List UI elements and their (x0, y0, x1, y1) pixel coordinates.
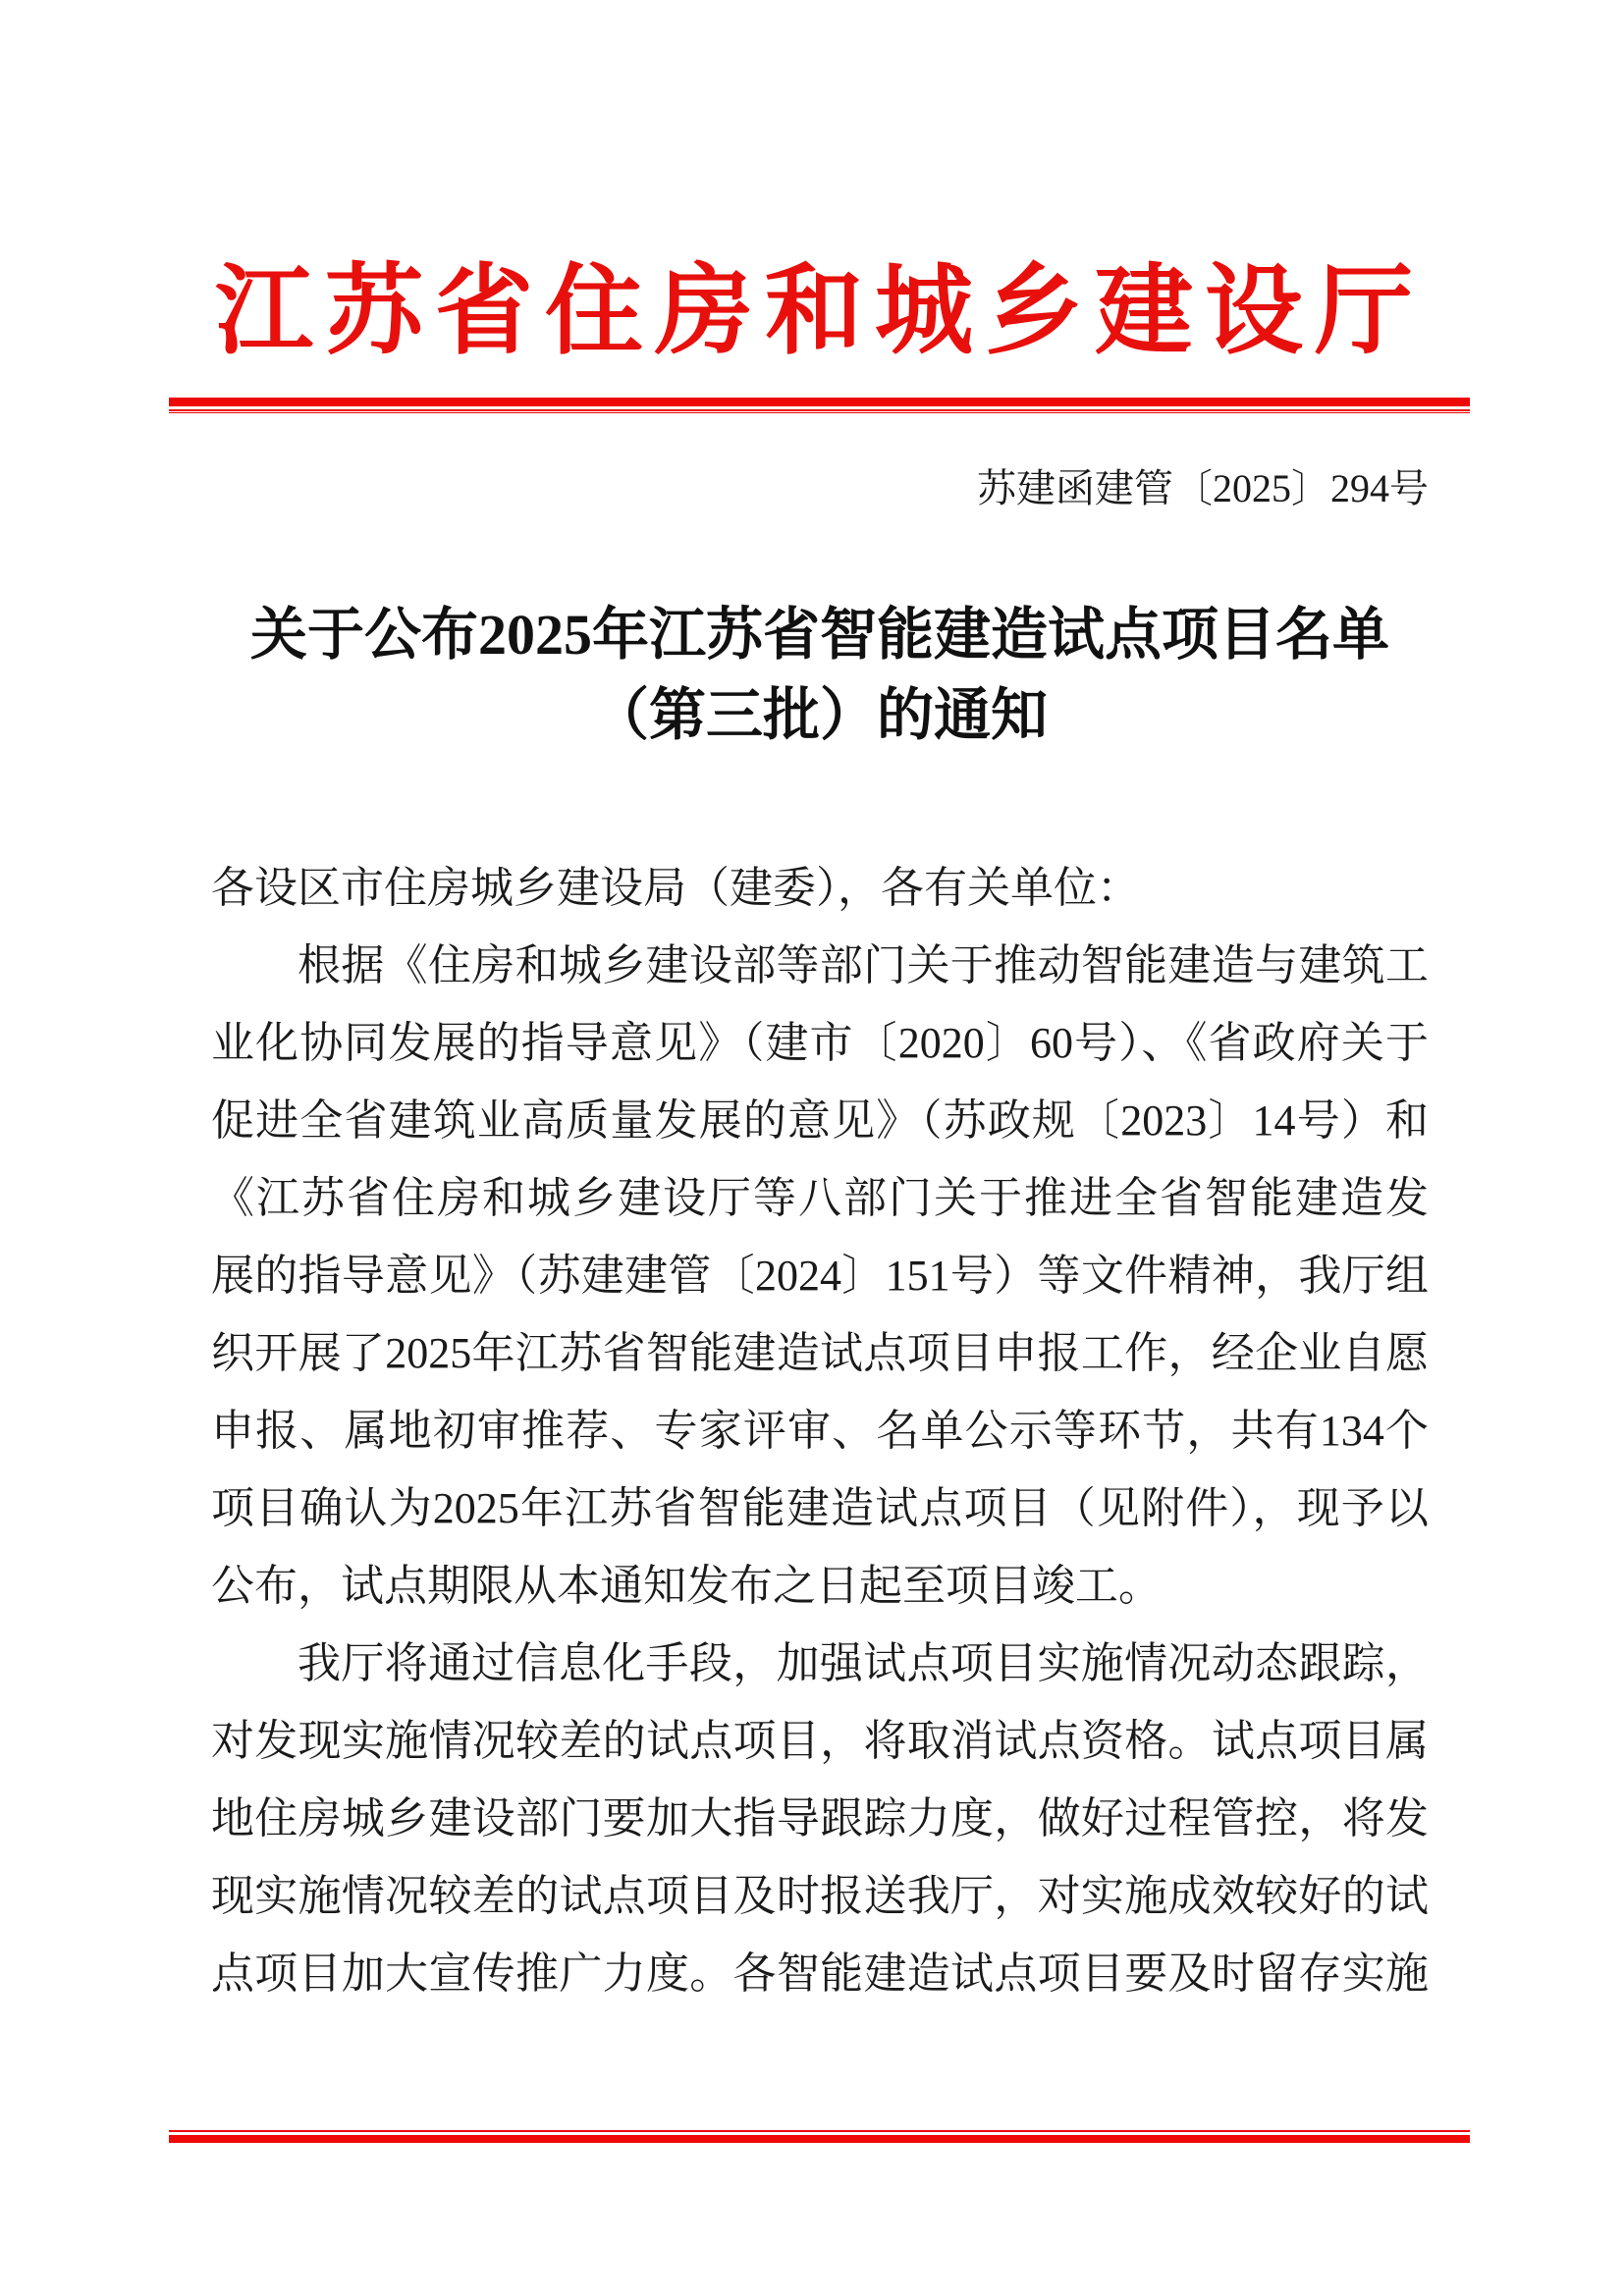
separator-thin-line (169, 412, 1470, 413)
document-body (211, 849, 1429, 2012)
body-line: 对发现实施情况较差的试点项目，将取消试点资格。试点项目属 (211, 1717, 1429, 1765)
body-line: 申报、属地初审推荐、专家评审、名单公示等环节，共有134个 (211, 1407, 1429, 1455)
salutation-line: 各设区市住房城乡建设局（建委），各有关单位： (211, 864, 1140, 912)
body-line: 地住房城乡建设部门要加大指导跟踪力度，做好过程管控，将发 (211, 1794, 1429, 1842)
agency-name: 江苏省住房和城乡建设厅 (215, 257, 1425, 366)
body-line: 织开展了2025年江苏省智能建造试点项目申报工作，经企业自愿 (211, 1329, 1429, 1377)
notice-title (211, 595, 1429, 756)
body-line: 我厅将通过信息化手段，加强试点项目实施情况动态跟踪， (298, 1639, 1429, 1687)
body-line: 公布，试点期限从本通知发布之日起至项目竣工。 (211, 1562, 1162, 1610)
body-line: 项目确认为2025年江苏省智能建造试点项目（见附件），现予以 (211, 1484, 1429, 1532)
separator-thick-line (169, 398, 1470, 406)
body-line: 展的指导意见》（苏建建管〔2024〕151号）等文件精神，我厅组 (211, 1252, 1429, 1300)
notice-title-line-2: （第三批）的通知 (591, 683, 1048, 747)
red-separator-top (169, 398, 1470, 413)
body-line: 促进全省建筑业高质量发展的意见》（苏政规〔2023〕14号）和 (211, 1096, 1429, 1145)
body-line: 现实施情况较差的试点项目及时报送我厅，对实施成效较好的试 (211, 1872, 1429, 1920)
document-number: 苏建函建管〔2025〕294号 (977, 466, 1429, 510)
red-separator-bottom (169, 2130, 1470, 2143)
body-line: 点项目加大宣传推广力度。各智能建造试点项目要及时留存实施 (211, 1949, 1429, 1998)
notice-title-line-1: 关于公布2025年江苏省智能建造试点项目名单 (249, 603, 1389, 667)
body-line: 根据《住房和城乡建设部等部门关于推动智能建造与建筑工 (298, 941, 1429, 989)
separator-thick-line (169, 2135, 1470, 2143)
body-line: 《江苏省住房和城乡建设厅等八部门关于推进全省智能建造发 (211, 1174, 1429, 1222)
body-line: 业化协同发展的指导意见》（建市〔2020〕60号）、《省政府关于 (211, 1019, 1429, 1067)
